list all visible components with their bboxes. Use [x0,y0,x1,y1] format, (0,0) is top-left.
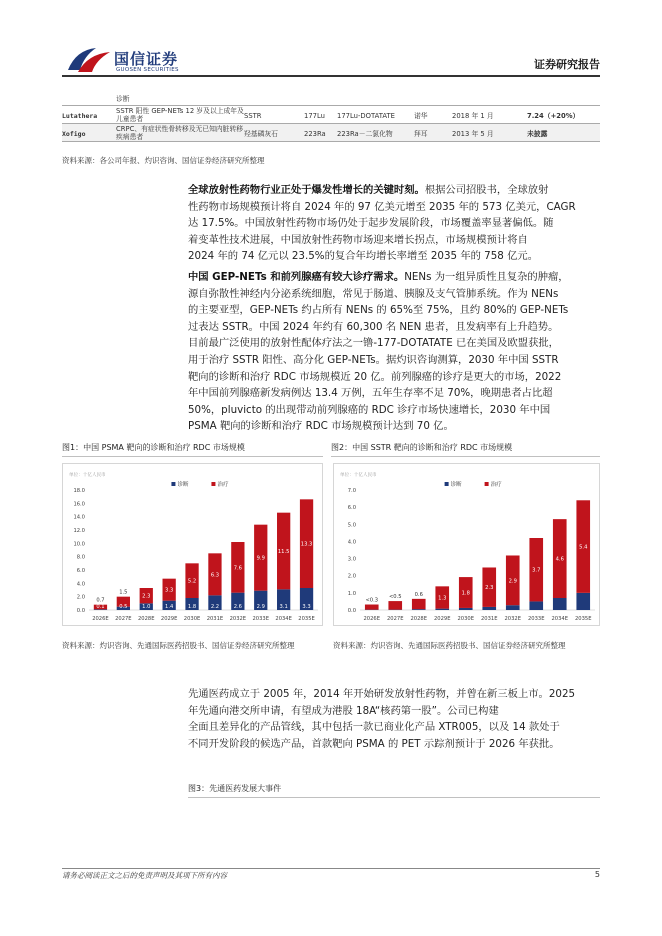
y-tick-label: 0.0 [76,608,85,614]
x-tick-label: 2031E [481,616,498,622]
bar-treatment [365,605,379,610]
text-line: 性药物市场规模预计将自 2024 年的 97 亿美元增至 2035 年的 573 亿美元，CAGR [188,200,576,213]
y-tick-label: 2.0 [76,594,85,601]
y-tick-label: 6.0 [347,505,356,512]
text-line: 目前最广泛使用的放射性配体疗法之一镥-177-DOTATATE 已在美国及欧盟获批， [188,337,559,350]
data-label-treatment: <0.3 [365,597,379,604]
x-tick-label: 2035E [575,616,592,622]
table-cell-target: 羟基磷灰石 [244,130,278,138]
x-tick-label: 2033E [528,616,545,622]
x-tick-label: 2026E [363,616,380,622]
data-label-treatment: 1.5 [119,589,128,596]
y-tick-label: 7.0 [347,488,356,494]
data-label-treatment: 13.3 [300,541,313,548]
header-divider [62,75,600,77]
table-cell-nuclide: 223Ra [304,130,326,138]
y-tick-label: 2.0 [347,573,356,580]
text-line: 先通医药成立于 2005 年，2014 年开始研发放射性药物，并曾在新三板上市。2025 [188,688,576,700]
chart-unit-label: 单位：十亿人民币 [69,473,106,478]
legend-swatch [211,482,215,486]
data-label-treatment: 11.5 [277,549,290,555]
text-line: 根据公司招股书，全球放射 [424,184,549,196]
approved-drugs-table [62,92,600,142]
y-tick-label: 12.0 [73,528,85,534]
bar-diagnosis [482,607,496,610]
bar-diagnosis [553,598,567,610]
legend-label: 治疗 [490,482,502,488]
data-label-treatment: <0.5 [388,594,402,601]
data-label-diagnosis: 3.1 [279,604,288,610]
x-tick-label: 2030E [183,616,201,622]
text-line: 的主要亚型，GEP-NETs 约占所有 NENs 的 65%至 75%，且约 80%的 GEP-NETs [188,304,569,317]
data-label-diagnosis: 0.5 [119,604,128,610]
table-cell-name: Xofigo [62,130,86,138]
data-label-treatment: 0.7 [96,597,105,604]
data-label-treatment: 4.6 [555,556,564,563]
text-line: 年中国前列腺癌新发病例达 13.4 万例，五年生存率不足 70%，晚期患者占比超 [188,387,553,400]
data-label-diagnosis: 1.4 [165,604,174,610]
bar-treatment [412,599,426,609]
y-tick-label: 1.0 [347,590,356,597]
data-label-diagnosis: 3.3 [302,604,311,610]
paragraph-china-demand [188,269,600,435]
figure2-chart [333,463,600,626]
chart-unit-label: 单位：十亿人民币 [340,473,377,478]
text-line: 50%，pluvicto 的出现带动前列腺癌的 RDC 诊疗市场快速增长，2030 年中国 [188,403,551,416]
table-cell-indication: CRPC、有症状性骨转移及无已知内脏转移疾病患者 [116,125,244,141]
legend-swatch [171,482,175,486]
data-label-treatment: 7.6 [233,565,242,572]
x-tick-label: 2029E [434,616,451,622]
table-cell-nuclide: 177Lu [304,112,325,120]
data-label-diagnosis: 1.8 [187,604,197,610]
table-cell-drug: 223Ra－二氯化物 [337,130,393,138]
x-tick-label: 2029E [160,616,178,622]
figure1-source: 资料来源：灼识咨询、先通国际医药招股书、国信证券经济研究所整理 [62,641,295,650]
company-logo [66,44,206,78]
legend-label: 治疗 [217,482,229,488]
y-tick-label: 6.0 [76,568,85,574]
text-line: 靶向的诊断和治疗 RDC 市场规模近 20 亿。前列腺癌的诊疗是更大的市场，2022 [188,370,562,383]
table-source: 资料来源：各公司年报、灼识咨询、国信证券经济研究所整理 [62,156,265,165]
text-line: 不同开发阶段的候选产品，首款靶向 PSMA 的 PET 示踪剂预计于 2026 年获批。 [188,737,560,750]
table-cell-company: 诺华 [414,112,428,120]
x-tick-label: 2026E [92,616,109,622]
page-number: 5 [594,870,600,879]
data-label-treatment: 1.3 [438,595,447,602]
logo-text-en: GUOSEN SECURITIES [116,67,179,73]
paragraph-global-market [188,182,600,265]
table-row [62,124,600,142]
text-line: 源自弥散性神经内分泌系统细胞，常见于肠道、胰腺及支气管肺系统。作为 NENs [188,287,559,300]
table-cell-indication: 诊断 [116,95,130,103]
table-cell-date: 2018 年 1 月 [452,112,494,120]
data-label-treatment: 6.3 [210,572,220,579]
text-line: 着变革性技术进展，中国放射性药物市场迎来增长拐点，市场规模预计将自 [188,233,528,246]
data-label-diagnosis: 1.0 [142,604,151,610]
x-tick-label: 2030E [457,616,474,622]
table-cell-target: SSTR [244,112,262,120]
text-line: 过表达 SSTR。中国 2024 年约有 60,300 名 NEN 患者，且发病率有上升趋势。 [188,320,559,333]
psma-chart-svg [63,464,324,627]
footer-disclaimer: 请务必阅读正文之后的免责声明及其项下所有内容 [62,871,227,880]
data-label-diagnosis: 2.9 [256,604,265,610]
figure2-title-divider [331,456,600,457]
table-cell-company: 拜耳 [414,130,428,138]
data-label-treatment: 2.9 [508,578,517,585]
x-tick-label: 2028E [410,616,427,622]
x-tick-label: 2032E [229,616,247,622]
report-type: 证券研究报告 [534,58,600,71]
x-tick-label: 2033E [252,616,269,622]
table-cell-result: 7.24（+20%） [527,112,580,120]
figure1-title: 图1：中国 PSMA 靶向的诊断和治疗 RDC 市场规模 [62,443,245,452]
data-label-treatment: 5.4 [579,544,588,551]
text-line: 达 17.5%。中国放射性药物市场仍处于起步发展阶段，市场覆盖率显著偏低。随 [188,217,554,230]
text-line: PSMA 靶向的诊断和治疗 RDC 市场规模预计达到 70 亿。 [188,420,454,433]
data-label-treatment: 2.3 [142,593,151,600]
y-tick-label: 4.0 [76,581,85,588]
y-tick-label: 5.0 [347,522,356,529]
table-cell-result: 未披露 [527,130,548,138]
text-line: 全面且差异化的产品管线，其中包括一款已商业化产品 XTR005，以及 14 款处于 [188,721,560,734]
bar-diagnosis [506,605,520,610]
bar-diagnosis [435,609,449,610]
y-tick-label: 0.0 [347,608,356,614]
text-line: 2024 年的 74 亿元以 23.5%的复合年均增长率增至 2035 年的 758 亿元。 [188,250,538,263]
data-label-treatment: 3.7 [532,567,541,574]
data-label-diagnosis: 2.6 [233,604,242,610]
y-tick-label: 4.0 [347,539,356,546]
legend-swatch [445,482,449,486]
x-tick-label: 2027E [387,616,404,622]
x-tick-label: 2034E [275,616,292,622]
text-line: NENs 为一组异质性且复杂的肿瘤， [404,271,569,283]
logo-text-cn: 国信证券 [114,50,179,68]
table-row [62,92,600,106]
x-tick-label: 2032E [504,616,521,622]
text-line: 年先通向港交所申请，有望成为港股 18A“核药第一股”。公司已构建 [188,704,499,717]
y-tick-label: 10.0 [73,541,85,548]
data-label-treatment: 9.9 [256,555,265,562]
figure3-title-divider [188,797,600,798]
table-cell-indication: SSTR 阳性 GEP-NETs 12 岁及以上成年及儿童患者 [116,107,244,123]
table-cell-drug: 177Lu-DOTATATE [337,112,395,120]
bar-treatment [388,601,402,610]
bar-diagnosis [529,601,543,610]
x-tick-label: 2027E [115,616,132,622]
text-line: 用于治疗 SSTR 阳性、高分化 GEP-NETs。据灼识咨询测算，2030 年中国 SSTR [188,353,559,366]
figure3-title: 图3：先通医药发展大事件 [188,784,282,793]
x-tick-label: 2034E [551,616,568,622]
data-label-treatment: 1.8 [461,590,470,597]
table-row [62,106,600,124]
paragraph-company-intro [188,686,600,752]
table-cell-date: 2013 年 5 月 [452,130,494,138]
y-tick-label: 16.0 [73,501,85,508]
paragraph-heading: 中国 GEP-NETs 和前列腺癌有较大诊疗需求。 [188,271,405,283]
y-tick-label: 14.0 [73,514,85,521]
legend-swatch [485,482,489,486]
data-label-treatment: 3.3 [165,587,174,594]
legend-label: 诊断 [177,482,189,488]
sstr-chart-svg [334,464,601,627]
figure2-source: 资料来源：灼识咨询、先通国际医药招股书、国信证券经济研究所整理 [333,641,566,650]
y-tick-label: 3.0 [347,556,356,563]
paragraph-heading: 全球放射性药物行业正处于爆发性增长的关键时刻。 [188,184,425,196]
data-label-treatment: 5.2 [187,578,197,585]
y-tick-label: 8.0 [76,554,85,561]
bar-diagnosis [412,609,426,610]
legend-label: 诊断 [450,482,462,488]
bar-diagnosis [459,608,473,610]
logo-mark-icon [66,44,112,76]
data-label-treatment: 0.6 [414,591,423,598]
figure2-title: 图2：中国 SSTR 靶向的诊断和治疗 RDC 市场规模 [331,443,513,452]
data-label-diagnosis: 0.1 [96,604,105,610]
figure1-chart [62,463,323,626]
table-cell-name: Lutathera [62,112,98,120]
bar-diagnosis [576,593,590,610]
footer-divider [62,868,600,869]
figure1-title-divider [62,456,323,457]
x-tick-label: 2031E [206,616,224,622]
x-tick-label: 2035E [298,616,315,622]
x-tick-label: 2028E [138,616,155,622]
data-label-diagnosis: 2.2 [210,604,220,610]
y-tick-label: 18.0 [73,488,85,494]
data-label-treatment: 2.3 [485,585,494,592]
